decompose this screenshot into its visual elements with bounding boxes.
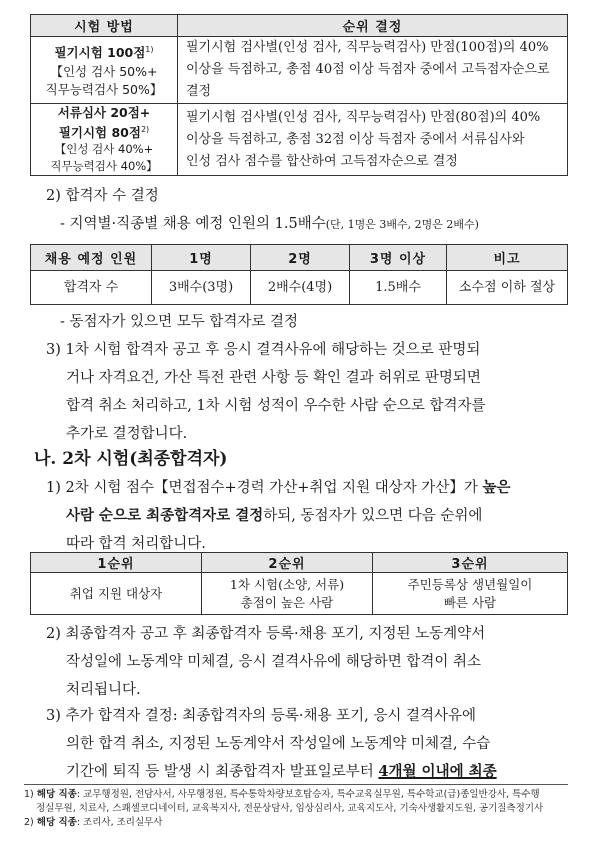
section2-bullet-note: (단, 1명은 3배수, 2명은 2배수) [325,218,479,231]
na-item1-text: 1) 2차 시험 점수【면접점수+경력 가산+취업 지원 대상자 가산】가 [46,480,483,496]
t3-header: 3순위 [373,553,568,573]
method-cell-2 [31,104,178,176]
t3-cell-line: 1차 시험(소양, 서류) [229,576,345,592]
header-ranking: 순위 결정 [178,15,568,37]
t3-header: 2순위 [202,553,373,573]
t3-cell-line: 취업 지원 대상자 [69,585,163,601]
fn2-number: 2) [24,817,34,828]
t2-header: 3명 이상 [350,245,447,271]
t3-header: 1순위 [31,553,202,573]
t2-cell: 3배수(3명) [152,271,251,305]
item3-line: 추가로 결정합니다. [66,426,188,442]
decision-cell-2 [178,104,568,176]
item3-line: 합격 취소 처리하고, 1차 시험 성적이 우수한 사람 순으로 합격자를 [66,398,486,414]
decision-2-line: 인성 검사 점수를 합산하여 고득점자순으로 결정 [186,153,458,169]
t3-cell-line: 빠른 사람 [443,594,497,610]
t3-cell [31,573,202,615]
decision-1-line: 이상을 득점하고, 총점 40점 이상 득점자 중에서 고득점자순으로 [186,62,550,77]
section2-bullet [60,210,479,239]
t2-header: 2명 [251,245,350,271]
fn1-text-cont: 정실무원, 치료사, 스쾌셀코디네이터, 교육복지사, 전문상담사, 임상심리사, 교육지도사, 기숙사생활지도원, 공기질측정기사 [36,803,544,814]
item2-line: 2) 최종합격자 공고 후 최종합격자 등록·채용 포기, 지정된 노동계약서 [46,626,486,642]
fn2-label: 해당 직종 [36,817,77,828]
t3-cell [373,573,568,615]
method-2-line2: 【인성 검사 40%+ [54,142,154,157]
footnote-divider [24,784,568,785]
item3b-line: 의한 합격 취소, 지정된 노동계약서 작성일에 노동계약 미체결, 수습 [66,736,491,752]
method-1-line2: 【인성 검사 50%+ [50,63,158,79]
method-1-title: 필기시험 100점 [54,45,146,61]
section-na-heading: 나. 2차 시험(최종합격자) [34,449,228,469]
item3b-line: 기간에 퇴직 등 발생 시 최종합격자 발표일로부터 [66,764,379,780]
na-item1-text: 하되, 동점자가 있으면 다음 순위에 [263,508,483,524]
t2-cell: 소수점 이하 절상 [447,271,568,305]
item3b-line: 3) 추가 합격자 결정: 최종합격자의 등록·채용 포기, 응시 결격사유에 [46,708,477,724]
item3-line: 거나 자격요건, 가산 특전 관련 사항 등 확인 결과 허위로 판명되면 [66,370,481,386]
fn1-text: : 교무행정원, 전담사서, 사무행정원, 특수통학차량보호탑승자, 특수교육실무원, 특수학교(급)종일반강사, 특수행 [76,789,540,800]
na-item1 [46,474,576,558]
t2-header: 1명 [152,245,251,271]
fn1-number: 1) [24,789,34,800]
t2-cell: 1.5배수 [350,271,447,305]
na-item1-text: 따라 합격 처리합니다. [66,536,206,552]
decision-2-line: 이상을 득점하고, 총점 32점 이상 득점자 중에서 서류심사와 [186,131,525,147]
decision-2-line: 필기시험 검사별(인성 검사, 직무능력검사) 만점(80점)의 40% [186,109,541,125]
header-exam-method: 시험 방법 [31,15,178,37]
method-2-title: 서류심사 20점+ [57,105,151,120]
item2-line: 처리됩니다. [66,682,141,698]
item2-line: 작성일에 노동계약 미체결, 응시 결격사유에 해당하면 합격이 취소 [66,654,482,670]
decision-1-line: 결정 [186,84,212,99]
section2-bullet-text: - 지역별·직종별 채용 예정 인원의 1.5배수 [60,216,326,232]
pass-count-table [30,244,568,305]
t2-cell: 2배수(4명) [251,271,350,305]
decision-1-line: 필기시험 검사별(인성 검사, 직무능력검사) 만점(100점)의 40% [186,40,549,55]
method-2-title-b: 필기시험 80점 [58,125,141,141]
method-cell-1 [31,37,178,104]
t3-cell-line: 주민등록상 생년월일이 [407,576,533,592]
footnotes [24,788,572,830]
method-2-line3: 직무능력검사 40%】 [50,159,158,174]
fn1-label: 해당 직종 [36,789,77,800]
t3-cell [202,573,373,615]
na-item1-bold: 사람 순으로 최종합격자로 결정 [66,507,264,524]
t2-header: 채용 예정 인원 [31,245,152,271]
after-t3-item2 [46,620,576,704]
tie-rule: - 동점자가 있으면 모두 합격자로 결정 [60,314,299,330]
footnote-ref-1: 1) [145,45,154,55]
decision-cell-1 [178,37,568,104]
priority-table [30,552,568,615]
fn2-text: : 조리사, 조리실무사 [76,817,163,828]
na-item1-bold: 높은 [482,479,511,496]
after-t3-item3 [46,702,576,786]
footnote-ref-2: 2) [140,125,150,134]
item3b-bold: 4개월 이내에 최종 [378,763,497,780]
t2-cell: 합격자 수 [31,271,152,305]
item3-line: 3) 1차 시험 합격자 공고 후 응시 결격사유에 해당하는 것으로 판명되 [46,342,481,358]
section2-heading: 2) 합격자 수 결정 [46,188,159,204]
t3-cell-line: 총점이 높은 사람 [240,594,334,610]
method-1-line3: 직무능력검사 50%】 [45,81,163,97]
t2-header: 비고 [447,245,568,271]
exam-method-table [30,14,568,176]
item3-paragraph [46,336,576,448]
